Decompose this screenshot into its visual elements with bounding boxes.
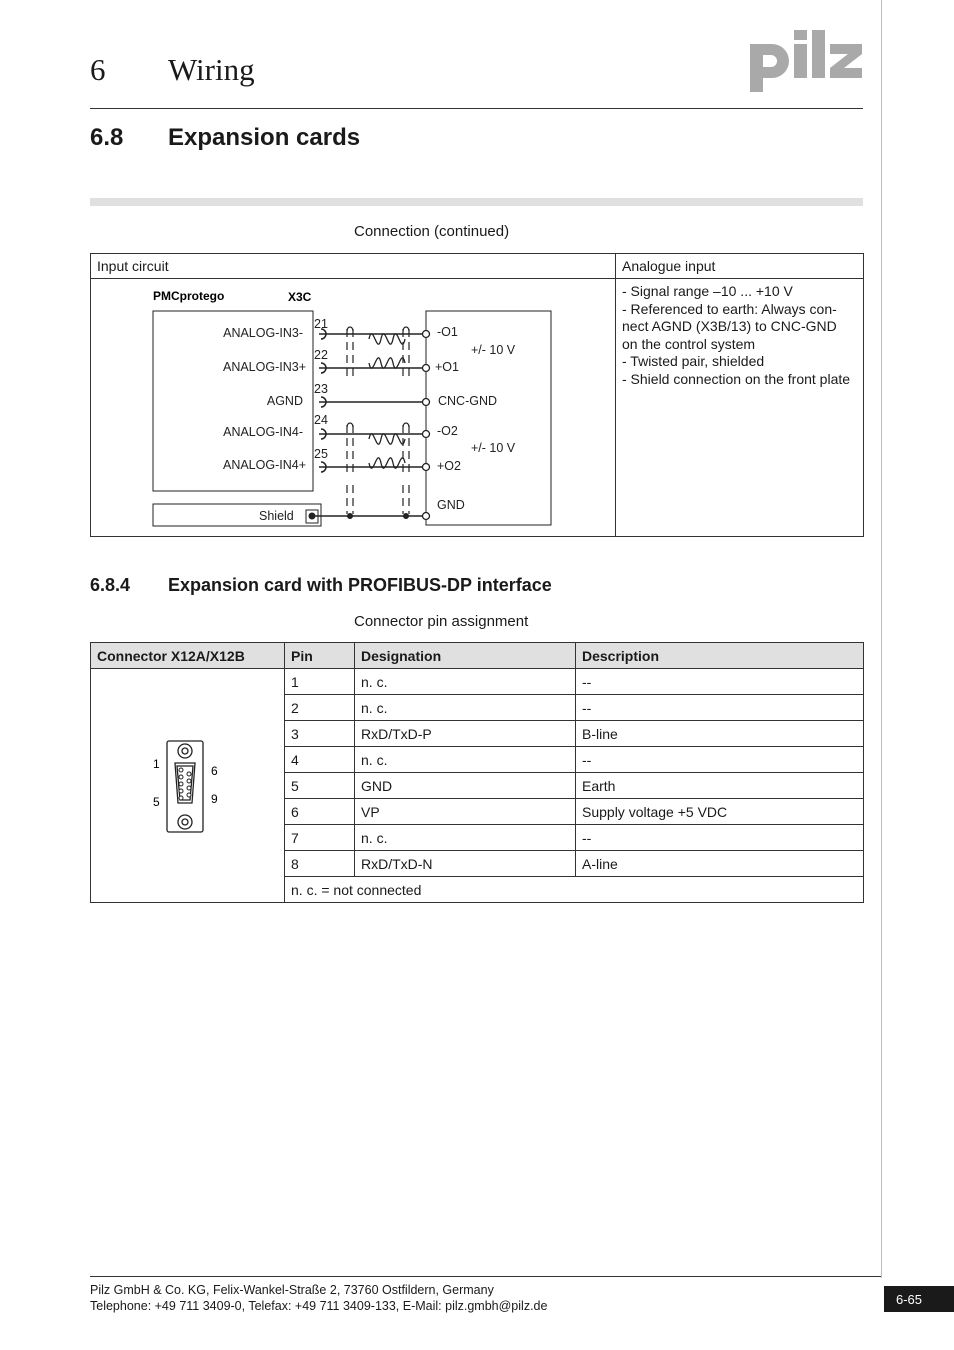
designation-cell: n. c. xyxy=(355,825,576,851)
col-header: Pin xyxy=(285,643,355,669)
wiring-diagram xyxy=(91,279,615,536)
footer-rule xyxy=(90,1276,881,1277)
designation-cell: RxD/TxD-N xyxy=(355,851,576,877)
pin-cell: 6 xyxy=(285,799,355,825)
col-header: Connector X12A/X12B xyxy=(91,643,285,669)
wiring-diagram-cell xyxy=(91,279,616,537)
description-cell: Earth xyxy=(576,773,864,799)
table-row xyxy=(91,669,864,695)
description-cell: Supply voltage +5 VDC xyxy=(576,799,864,825)
designation-cell: n. c. xyxy=(355,695,576,721)
page-number: 6-65 xyxy=(884,1286,954,1312)
connection-table xyxy=(90,253,864,537)
description-line: - Twisted pair, shielded xyxy=(622,353,765,369)
col-header: Description xyxy=(576,643,864,669)
note-cell: n. c. = not connected xyxy=(285,877,864,903)
range-label: +/- 10 V xyxy=(471,343,516,357)
pin-cell: 1 xyxy=(285,669,355,695)
analogue-input-description xyxy=(616,279,864,537)
pin-name: ANALOG-IN3+ xyxy=(222,360,306,374)
pin-cell: 3 xyxy=(285,721,355,747)
description-line: nect AGND (X3B/13) to CNC-GND xyxy=(622,318,837,334)
description-cell: -- xyxy=(576,669,864,695)
pin-table xyxy=(90,642,864,903)
target-label: -O1 xyxy=(437,325,458,339)
footer-address: Pilz GmbH & Co. KG, Felix-Wankel-Straße 2, 73760 Ostfildern, Germany xyxy=(90,1283,494,1297)
pin-cell: 2 xyxy=(285,695,355,721)
page-margin-line xyxy=(881,0,882,1278)
connector-label: X3C xyxy=(288,290,312,304)
footer-contact: Telephone: +49 711 3409-0, Telefax: +49 711 3409-133, E-Mail: pilz.gmbh@pilz.de xyxy=(90,1299,548,1313)
designation-cell: n. c. xyxy=(355,669,576,695)
connection-caption: Connection (continued) xyxy=(354,223,510,240)
description-cell: -- xyxy=(576,695,864,721)
section-divider xyxy=(90,198,863,206)
designation-cell: GND xyxy=(355,773,576,799)
description-cell: B-line xyxy=(576,721,864,747)
pin-name: AGND xyxy=(266,394,303,408)
description-line: - Referenced to earth: Always con- xyxy=(622,300,837,317)
connector-figure-cell xyxy=(91,669,285,903)
pin-number: 25 xyxy=(314,447,328,461)
pin-name: ANALOG-IN4+ xyxy=(222,458,306,472)
gnd-label: GND xyxy=(437,498,465,512)
connector-pin-label: 1 xyxy=(153,756,160,771)
description-line: on the control system xyxy=(622,335,756,352)
description-line: - Shield connection on the front plate xyxy=(622,370,851,387)
pin-cell: 5 xyxy=(285,773,355,799)
input-circuit-header: Input circuit xyxy=(91,254,616,279)
pin-number: 24 xyxy=(314,413,328,427)
description-line: - Signal range –10 ... +10 V xyxy=(622,283,793,299)
analogue-input-header: Analogue input xyxy=(616,254,864,279)
pin-cell: 4 xyxy=(285,747,355,773)
header-rule xyxy=(90,108,863,109)
pin-number: 23 xyxy=(314,382,328,396)
range-label: +/- 10 V xyxy=(471,441,516,455)
pilz-logo xyxy=(748,28,864,94)
description-cell: A-line xyxy=(576,851,864,877)
pin-number: 22 xyxy=(314,348,328,362)
pin-name: ANALOG-IN4- xyxy=(223,425,303,439)
pin-assignment-caption: Connector pin assignment xyxy=(354,613,529,630)
col-header: Designation xyxy=(355,643,576,669)
description-cell: -- xyxy=(576,825,864,851)
device-label: PMCprotego xyxy=(153,289,225,303)
target-label: CNC-GND xyxy=(438,394,498,408)
section-title: Expansion cards xyxy=(168,124,361,151)
dsub-connector xyxy=(91,671,283,901)
connector-pin-label: 5 xyxy=(153,794,160,809)
target-label: +O2 xyxy=(437,459,461,473)
chapter-title: Wiring xyxy=(168,52,255,87)
pin-number: 21 xyxy=(314,317,328,331)
designation-cell: VP xyxy=(355,799,576,825)
designation-cell: RxD/TxD-P xyxy=(355,721,576,747)
chapter-number: 6 xyxy=(90,52,106,87)
shield-label: Shield xyxy=(259,509,294,523)
connector-pin-label: 6 xyxy=(211,763,218,778)
subsection-number: 6.8.4 xyxy=(90,575,131,595)
subsection-title: Expansion card with PROFIBUS-DP interface xyxy=(168,575,552,595)
description-cell: -- xyxy=(576,747,864,773)
pin-cell: 7 xyxy=(285,825,355,851)
target-label: +O1 xyxy=(435,360,459,374)
section-number: 6.8 xyxy=(90,124,124,151)
designation-cell: n. c. xyxy=(355,747,576,773)
connector-pin-label: 9 xyxy=(211,791,218,806)
target-label: -O2 xyxy=(437,424,458,438)
pin-name: ANALOG-IN3- xyxy=(223,326,303,340)
pin-cell: 8 xyxy=(285,851,355,877)
